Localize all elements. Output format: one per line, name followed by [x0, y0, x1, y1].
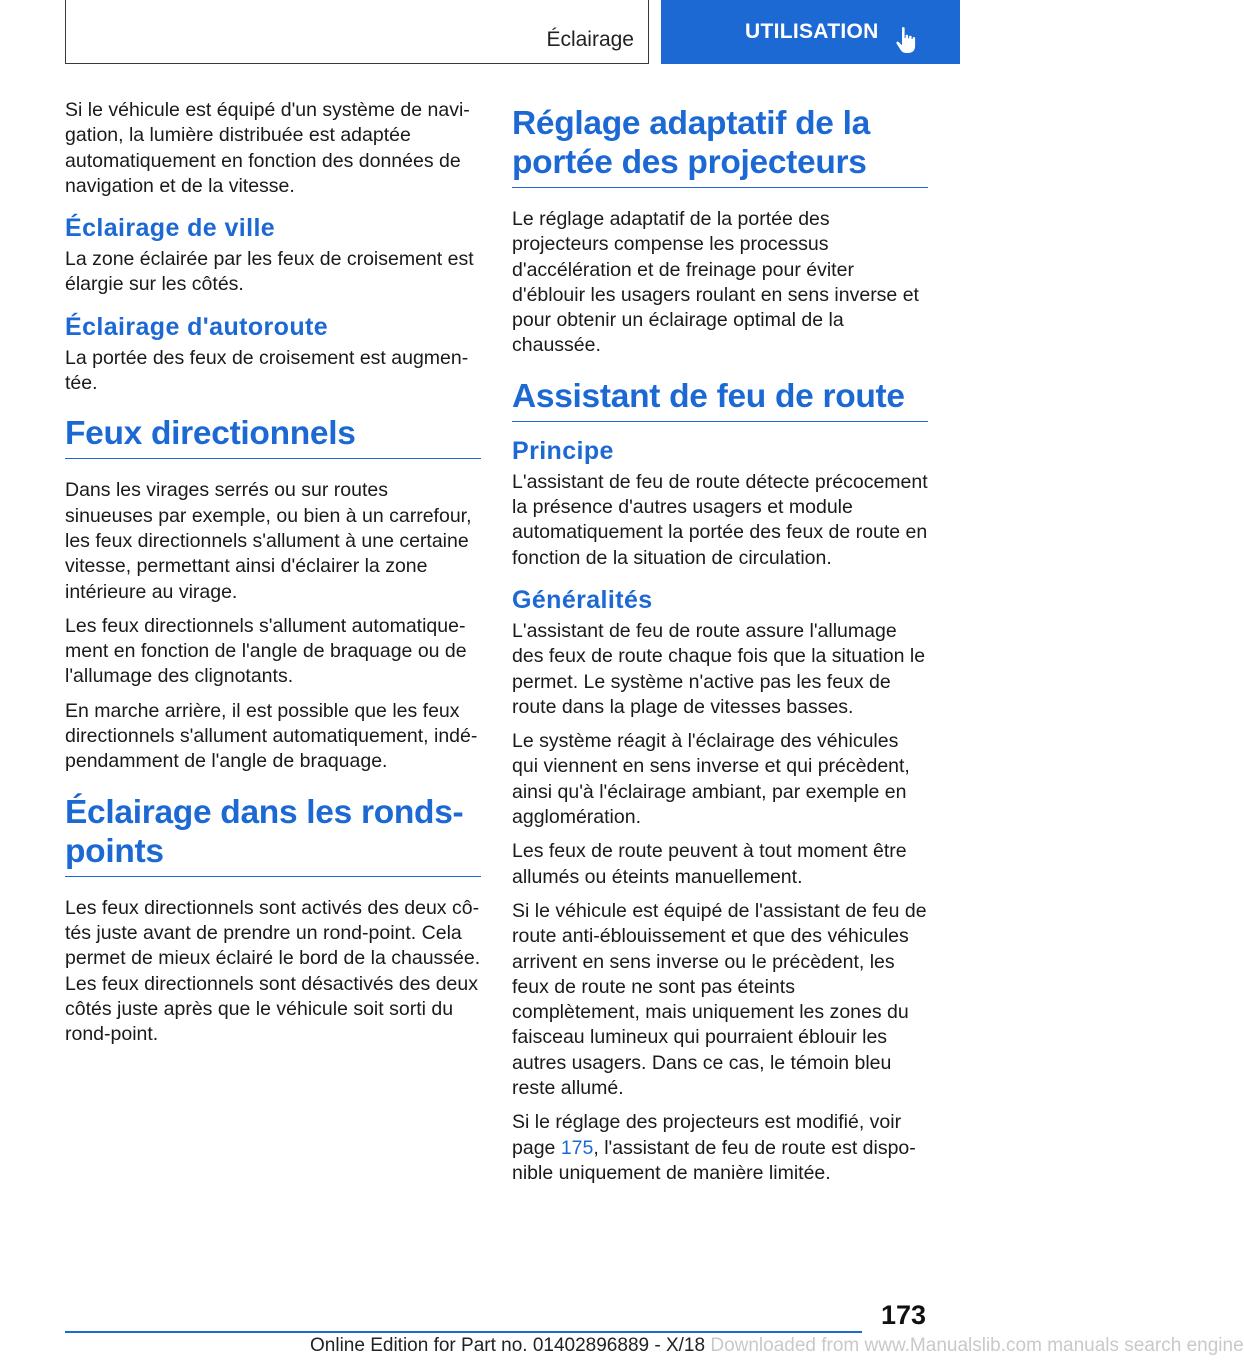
cornering-lights-heading: Feux directionnels [65, 414, 481, 459]
page-reference-link[interactable]: 175 [560, 1136, 594, 1159]
page-number: 173 [880, 1300, 926, 1330]
high-beam-assistant-heading: Assistant de feu de route [512, 377, 928, 422]
edition-info: Online Edition for Part no. 01402896889 - X/18 [310, 1335, 706, 1356]
city-lighting-heading: Éclairage de ville [65, 214, 276, 243]
cornering-paragraph-1: Dans les virages serrés ou sur routes sinueuses par exemple, ou bien à un carrefour, les feux directionnels s'allument à une certaine vitesse, permettant ainsi d'éclairer la zone intérieure au virage. [65, 479, 472, 603]
hand-pointer-icon [895, 26, 921, 54]
cornering-paragraph-2: Les feux directionnels s'allument automatiquement en fonction de l'angle de braquage ou de l'allumage des clignotants. [65, 614, 467, 688]
city-lighting-text: La zone éclairée par les feux de croisement est élargie sur les côtés. [65, 248, 474, 296]
general-paragraph-3: Les feux de route peuvent à tout moment être allumés ou éteints manuellement. [512, 840, 907, 888]
page-reference-text-before: Si le réglage des projecteurs est modifié, voir page [512, 1111, 902, 1159]
footer-edition-line [310, 1335, 1244, 1357]
roundabout-lighting-text: Les feux directionnels sont activés des deux côtés juste avant de prendre un rond-point. Cela permet de mieux éclairé le bord de la chaussée. Les feux directionnels sont désactivés des deux côtés juste après que le véhicule soit sorti du rond-point. [65, 896, 481, 1046]
motorway-lighting-text: La portée des feux de croisement est augmentée. [65, 346, 469, 395]
adaptive-range-text: Le réglage adaptatif de la portée des projecteurs compense les processus d'accélération et de freinage pour éviter d'éblouir les usagers roulant en sens inverse et pour obtenir un éclairage optimal de la chaussée. [512, 208, 919, 357]
intro-paragraph: Si le véhicule est équipé d'un système de navigation, la lumière distribuée est adaptée automatiquement en fonction des données de navigation et de la vitesse. [65, 99, 470, 197]
general-paragraph-2: Le système réagit à l'éclairage des véhicules qui viennent en sens inverse et qui précèdent, ainsi qu'à l'éclairage ambiant, par exemple en agglomération. [512, 730, 910, 829]
general-paragraph-4: Si le véhicule est équipé de l'assistant de feu de route anti-éblouissement et que des véhicules arrivent en sens inverse ou le précèdent, les feux de route ne sont pas éteints complètement, mais uniquement les zones du faisceau lumineux qui pourraient éblouir les autres usagers. Dans ce cas, le témoin bleu reste allumé. [512, 899, 927, 1100]
motorway-lighting-heading: Éclairage d'autoroute [65, 312, 329, 341]
chapter-tab-label: UTILISATION [745, 20, 879, 43]
section-title: Éclairage [546, 28, 634, 51]
roundabout-lighting-heading: Éclairage dans les ronds-points [65, 793, 481, 877]
left-column [65, 98, 481, 1056]
principle-heading: Principe [512, 436, 614, 465]
footer-divider [65, 1331, 862, 1333]
adaptive-range-heading: Réglage adaptatif de la portée des projecteurs [512, 104, 928, 188]
general-paragraph-5 [512, 1110, 928, 1186]
general-paragraph-1: L'assistant de feu de route assure l'allumage des feux de route chaque fois que la situation le permet. Le système n'active pas les feux de route dans la plage de vitesses basses. [512, 619, 926, 718]
download-watermark: Downloaded from www.Manualslib.com manuals search engine [710, 1335, 1244, 1356]
right-column [512, 98, 928, 1195]
principle-text: L'assistant de feu de route détecte précocement la présence d'autres usagers et module automatiquement la portée des feux de route en fonction de la situation de circulation. [512, 470, 928, 569]
page-reference-text-after: , l'assistant de feu de route est disponible uniquement de manière limitée. [512, 1136, 916, 1184]
general-heading: Généralités [512, 585, 653, 614]
cornering-paragraph-3: En marche arrière, il est possible que les feux directionnels s'allument automatiquement, indépendamment de l'angle de braquage. [65, 699, 478, 773]
